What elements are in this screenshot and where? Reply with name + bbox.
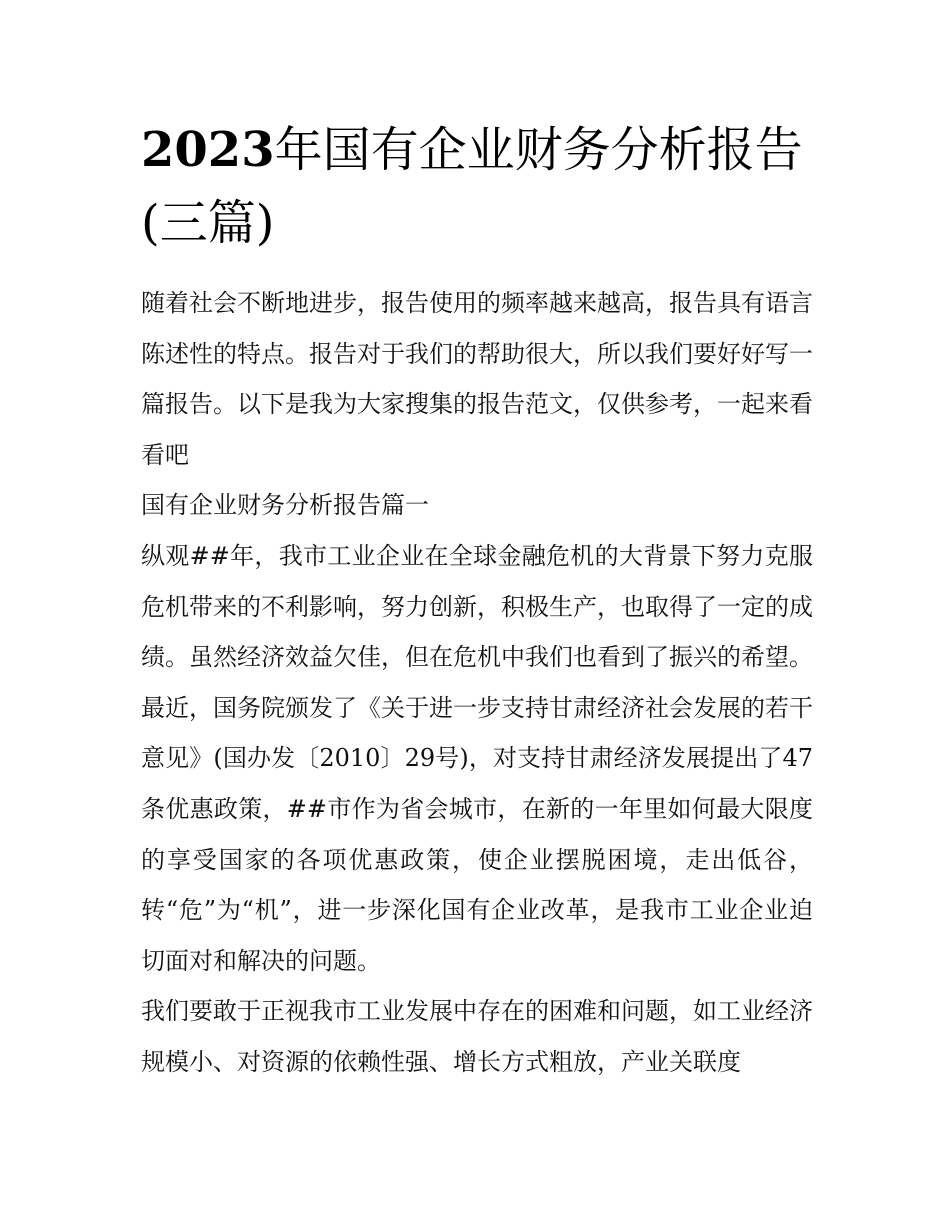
document-title bbox=[141, 114, 813, 260]
body-paragraph: 纵观##年，我市工业企业在全球金融危机的大背景下努力克服危机带来的不利影响，努力创新，积极生产，也取得了一定的成绩。虽然经济效益欠佳，但在危机中我们也看到了振兴的希望。最近，国务院颁发了《关于进一步支持甘肃经济社会发展的若干意见》(国办发〔2010〕29号)，对支持甘肃经济发展提出了47条优惠政策，##市作为省会城市，在新的一年里如何最大限度的享受国家的各项优惠政策，使企业摆脱困境，走出低谷，转“危”为“机”，进一步深化国有企业改革，是我市工业企业迫切面对和解决的问题。 bbox=[141, 541, 813, 975]
title-year: 2023 bbox=[141, 122, 275, 178]
title-text: 年国有企业财务分析报告(三篇) bbox=[141, 122, 803, 251]
intro-paragraph: 随着社会不断地进步，报告使用的频率越来越高，报告具有语言陈述性的特点。报告对于我们的帮助很大，所以我们要好好写一篇报告。以下是我为大家搜集的报告范文，仅供参考，一起来看看吧 bbox=[141, 289, 813, 469]
document-body bbox=[141, 114, 813, 1088]
body-paragraph: 我们要敢于正视我市工业发展中存在的困难和问题，如工业经济规模小、对资源的依赖性强、增长方式粗放，产业关联度 bbox=[141, 997, 813, 1076]
section-heading: 国有企业财务分析报告篇一 bbox=[141, 491, 429, 520]
